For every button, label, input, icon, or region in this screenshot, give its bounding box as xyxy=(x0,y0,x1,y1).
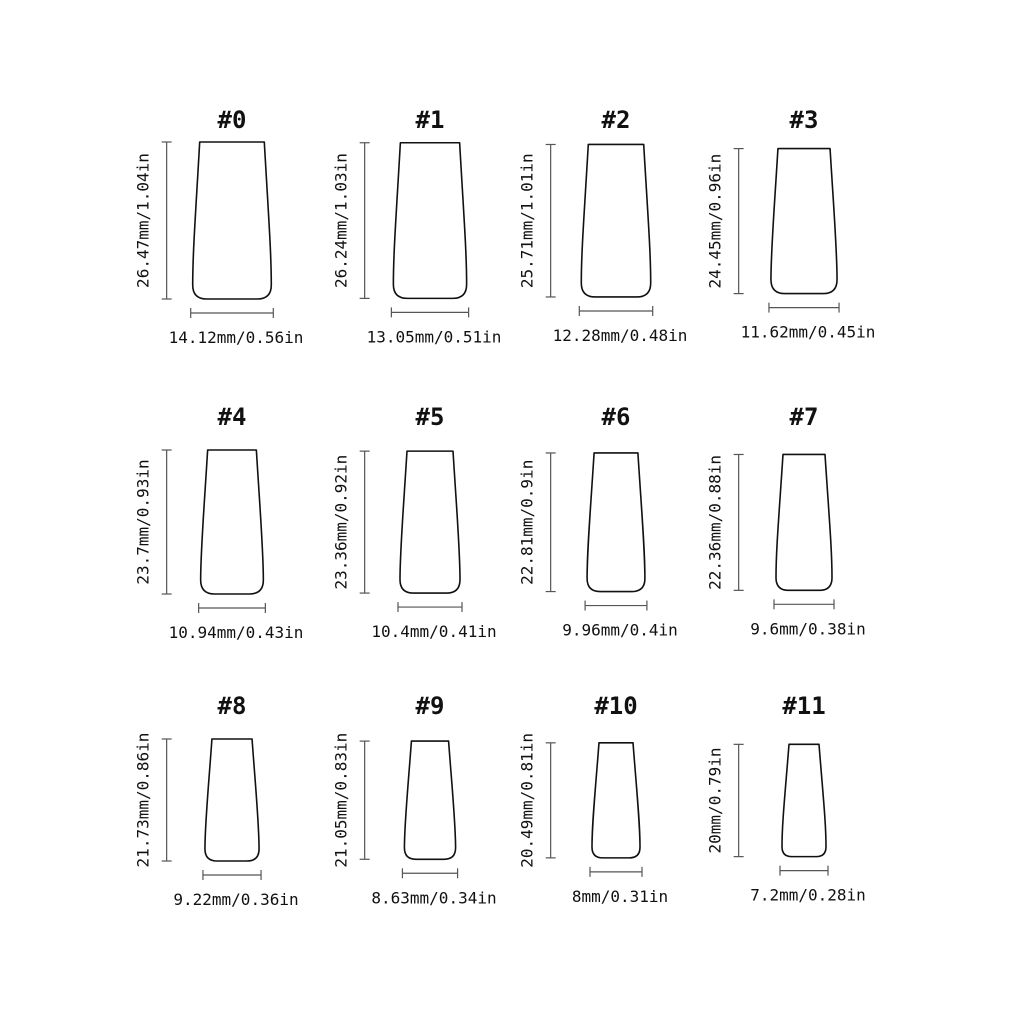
width-label: 9.96mm/0.4in xyxy=(562,620,678,640)
length-label: 20.49mm/0.81in xyxy=(517,732,537,868)
nail-item xyxy=(332,403,497,641)
width-ruler xyxy=(191,308,274,318)
width-ruler xyxy=(590,867,642,877)
nail-outline xyxy=(587,453,645,592)
width-ruler xyxy=(391,307,468,317)
nail-size-title: #7 xyxy=(789,403,819,431)
width-label: 10.4mm/0.41in xyxy=(371,622,497,642)
width-ruler xyxy=(780,866,828,876)
length-ruler xyxy=(162,142,172,299)
length-label: 24.45mm/0.96in xyxy=(705,153,725,289)
width-label: 8.63mm/0.34in xyxy=(371,888,497,908)
width-label: 9.6mm/0.38in xyxy=(750,619,866,639)
length-label: 22.81mm/0.9in xyxy=(517,459,537,585)
nail-size-title: #3 xyxy=(789,106,819,134)
width-label: 14.12mm/0.56in xyxy=(168,328,304,347)
nail-size-title: #6 xyxy=(601,403,631,431)
width-ruler xyxy=(203,870,261,880)
nail-item xyxy=(332,106,502,346)
width-label: 8mm/0.31in xyxy=(571,886,669,906)
width-label: 11.62mm/0.45in xyxy=(740,322,876,342)
width-label: 12.28mm/0.48in xyxy=(552,325,688,345)
nail-size-title: #10 xyxy=(594,692,638,720)
width-ruler xyxy=(769,303,839,313)
width-label: 13.05mm/0.51in xyxy=(366,327,502,347)
nail-size-title: #9 xyxy=(415,692,445,720)
width-ruler xyxy=(199,603,266,613)
width-ruler xyxy=(579,306,652,316)
width-ruler xyxy=(398,602,462,612)
length-label: 26.47mm/1.04in xyxy=(133,153,153,288)
nail-size-title: #2 xyxy=(601,106,631,134)
length-ruler xyxy=(734,744,744,856)
length-ruler xyxy=(546,453,556,592)
length-label: 23.36mm/0.92in xyxy=(331,454,351,590)
nail-item xyxy=(134,106,304,347)
length-ruler xyxy=(360,451,370,593)
nail-item xyxy=(518,106,688,345)
nail-outline xyxy=(592,743,640,858)
length-label: 20mm/0.79in xyxy=(705,747,725,854)
width-ruler xyxy=(774,599,834,609)
length-ruler xyxy=(734,454,744,590)
width-ruler xyxy=(402,868,457,878)
nail-item xyxy=(518,692,669,906)
nail-outline xyxy=(581,144,650,296)
nail-size-title: #5 xyxy=(415,403,445,431)
length-ruler xyxy=(162,739,172,861)
nail-outline xyxy=(771,149,837,294)
nail-outline xyxy=(776,454,832,590)
nail-item xyxy=(518,403,678,640)
nail-outline xyxy=(400,451,460,593)
length-label: 25.71mm/1.01in xyxy=(517,153,537,289)
nail-size-title: #8 xyxy=(217,692,247,720)
nail-item xyxy=(332,692,497,907)
length-ruler xyxy=(546,144,556,296)
length-ruler xyxy=(546,743,556,858)
nail-outline xyxy=(404,741,455,859)
nail-outline xyxy=(193,142,272,299)
nail-item xyxy=(706,106,876,342)
nail-size-title: #4 xyxy=(217,403,247,431)
width-ruler xyxy=(585,601,647,611)
length-label: 23.7mm/0.93in xyxy=(133,459,153,585)
width-label: 7.2mm/0.28in xyxy=(750,885,866,905)
nail-outline xyxy=(201,450,264,594)
length-label: 21.05mm/0.83in xyxy=(331,732,351,868)
length-label: 21.73mm/0.86in xyxy=(133,732,153,868)
width-label: 9.22mm/0.36in xyxy=(173,890,299,909)
length-label: 26.24mm/1.03in xyxy=(331,153,351,288)
nail-item xyxy=(706,403,866,638)
nail-size-title: #11 xyxy=(782,692,826,720)
length-ruler xyxy=(734,149,744,294)
nail-size-title: #0 xyxy=(217,106,247,134)
length-ruler xyxy=(360,741,370,859)
length-ruler xyxy=(162,450,172,594)
width-label: 10.94mm/0.43in xyxy=(168,623,304,642)
length-label: 22.36mm/0.88in xyxy=(705,454,725,590)
nail-outline xyxy=(205,739,259,861)
nail-item xyxy=(134,403,304,642)
length-ruler xyxy=(360,143,370,299)
nail-outline xyxy=(393,143,466,299)
nail-outline xyxy=(782,744,826,856)
nail-item xyxy=(706,692,866,905)
nail-item xyxy=(134,692,299,909)
nail-size-title: #1 xyxy=(415,106,445,134)
